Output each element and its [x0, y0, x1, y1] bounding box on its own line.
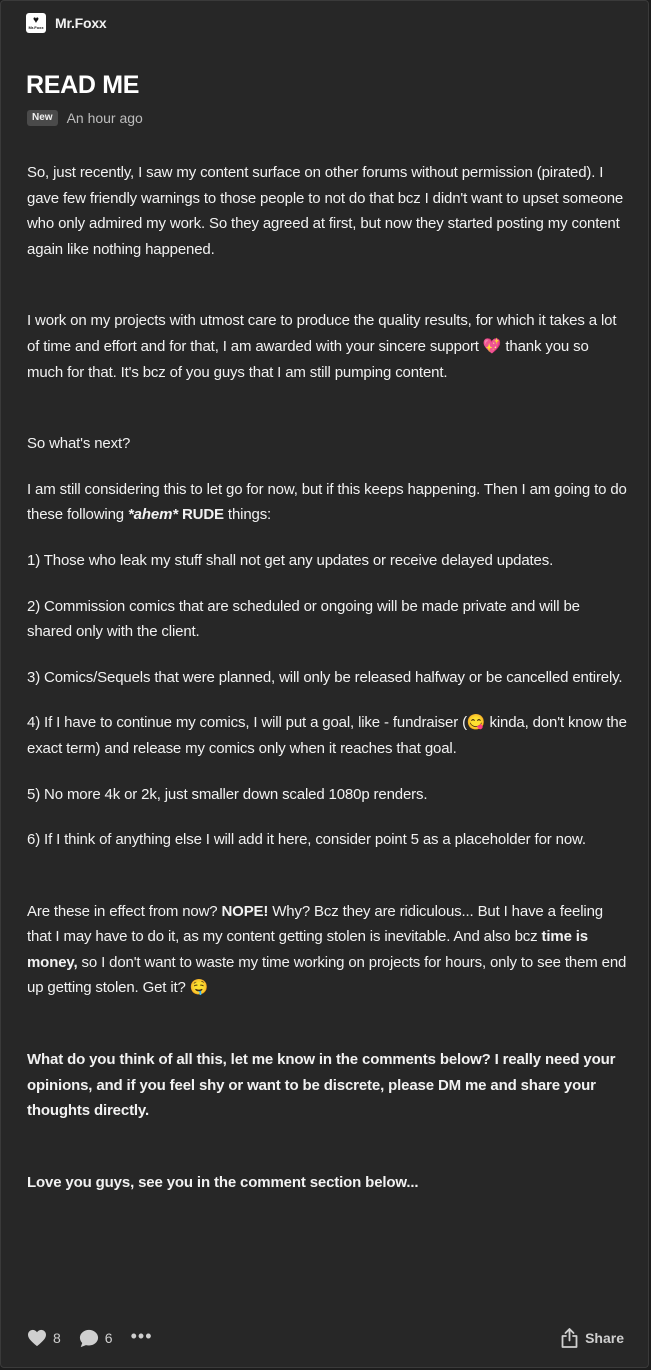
ahem-text: *ahem*: [128, 506, 178, 524]
paragraph-1: So, just recently, I saw my content surface on other forums without permission (pirated). I gave few friendly warnings to those people to not do that bcz I didn't want to upset someone who only admired my work. So they agreed at first, but now they started posting my content again like nothing happened.: [27, 164, 624, 258]
list-item-4: [27, 710, 627, 761]
like-count: 8: [53, 1330, 61, 1346]
comment-count: 6: [104, 1330, 113, 1346]
paragraph-13-text: Love you guys, see you in the comment section below...: [27, 1173, 419, 1191]
list-item-1: 1) Those who leak my stuff shall not get any updates or receive delayed updates.: [27, 551, 554, 569]
post-meta: [27, 110, 143, 126]
nope-text: NOPE!: [221, 902, 269, 920]
paragraph-11: [27, 899, 627, 1001]
post-actions: [27, 1326, 624, 1350]
list-item-6: 6) If I think of anything else I will add it here, consider point 5 as a placeholder for now.: [27, 831, 586, 849]
list-item-5: 5) No more 4k or 2k, just smaller down scaled 1080p renders.: [27, 785, 428, 803]
sparkling-heart-icon: 💖: [482, 337, 502, 355]
paragraph-2: [27, 308, 627, 385]
heart-logo-icon: ♥: [33, 15, 39, 26]
list-item-4-text-a: 4) If I have to continue my comics, I will put a goal, like - fundraiser (: [27, 714, 467, 732]
post-time: An hour ago: [66, 110, 143, 126]
paragraph-4-text-b: things:: [223, 506, 272, 524]
comment-bubble-icon: [79, 1329, 99, 1348]
paragraph-4-text-a: I am still considering this to let go for now, but if this keeps happening. Then I am going to do these following: [27, 480, 627, 524]
share-label: Share: [585, 1330, 624, 1346]
drooling-face-icon: 🤤: [189, 979, 209, 997]
paragraph-4: [27, 477, 627, 528]
list-item-4-text-b: kinda, don't know the exact term) and release my comics only when it reaches that goal.: [27, 714, 627, 757]
more-dots-icon: •••: [130, 1326, 153, 1346]
list-item-3: 3) Comics/Sequels that were planned, will only be released halfway or be cancelled entirely.: [27, 668, 623, 686]
share-button[interactable]: [561, 1328, 624, 1348]
paragraph-2-text-a: I work on my projects with utmost care to produce the quality results, for which it takes a lot of time and effort and for that, I am awarded with your sincere support: [27, 312, 617, 355]
avatar-logo-text: Mr.Foxx: [28, 25, 44, 30]
paragraph-11-text-a: Are these in effect from now?: [27, 902, 222, 920]
creator-avatar[interactable]: [26, 13, 46, 33]
heart-icon: [27, 1329, 47, 1347]
rude-text: RUDE: [182, 506, 224, 524]
paragraph-11-text-c: so I don't want to waste my time working on projects for hours, only to see them end up getting stolen. Get it?: [27, 953, 627, 997]
creator-name[interactable]: Mr.Foxx: [55, 15, 107, 31]
paragraph-12: [27, 1047, 627, 1124]
like-button[interactable]: [27, 1329, 61, 1347]
new-badge: New: [27, 110, 58, 126]
paragraph-2-text-b: thank you so much for that. It's bcz of you guys that I am still pumping content.: [27, 337, 589, 381]
creator-header[interactable]: [26, 13, 107, 33]
more-options-button[interactable]: [130, 1326, 153, 1346]
list-item-2: 2) Commission comics that are scheduled or ongoing will be made private and will be shared only with the client.: [27, 597, 580, 641]
paragraph-3: So what's next?: [27, 435, 131, 453]
share-icon: [561, 1328, 578, 1348]
paragraph-13: [27, 1170, 627, 1196]
paragraph-11-text-b: Why? Bcz they are ridiculous... But I have a feeling that I may have to do it, as my content getting stolen is inevitable. And also bcz: [27, 902, 603, 946]
post-title: READ ME: [26, 71, 140, 99]
paragraph-12-text: What do you think of all this, let me know in the comments below? I really need your opinions, and if you feel shy or want to be discrete, please DM me and share your thoughts directly.: [27, 1051, 616, 1120]
post-body: [27, 160, 627, 1215]
yum-face-icon: 😋: [466, 714, 486, 732]
comments-button[interactable]: [79, 1329, 113, 1348]
time-is-money-text: time is money,: [27, 928, 588, 971]
